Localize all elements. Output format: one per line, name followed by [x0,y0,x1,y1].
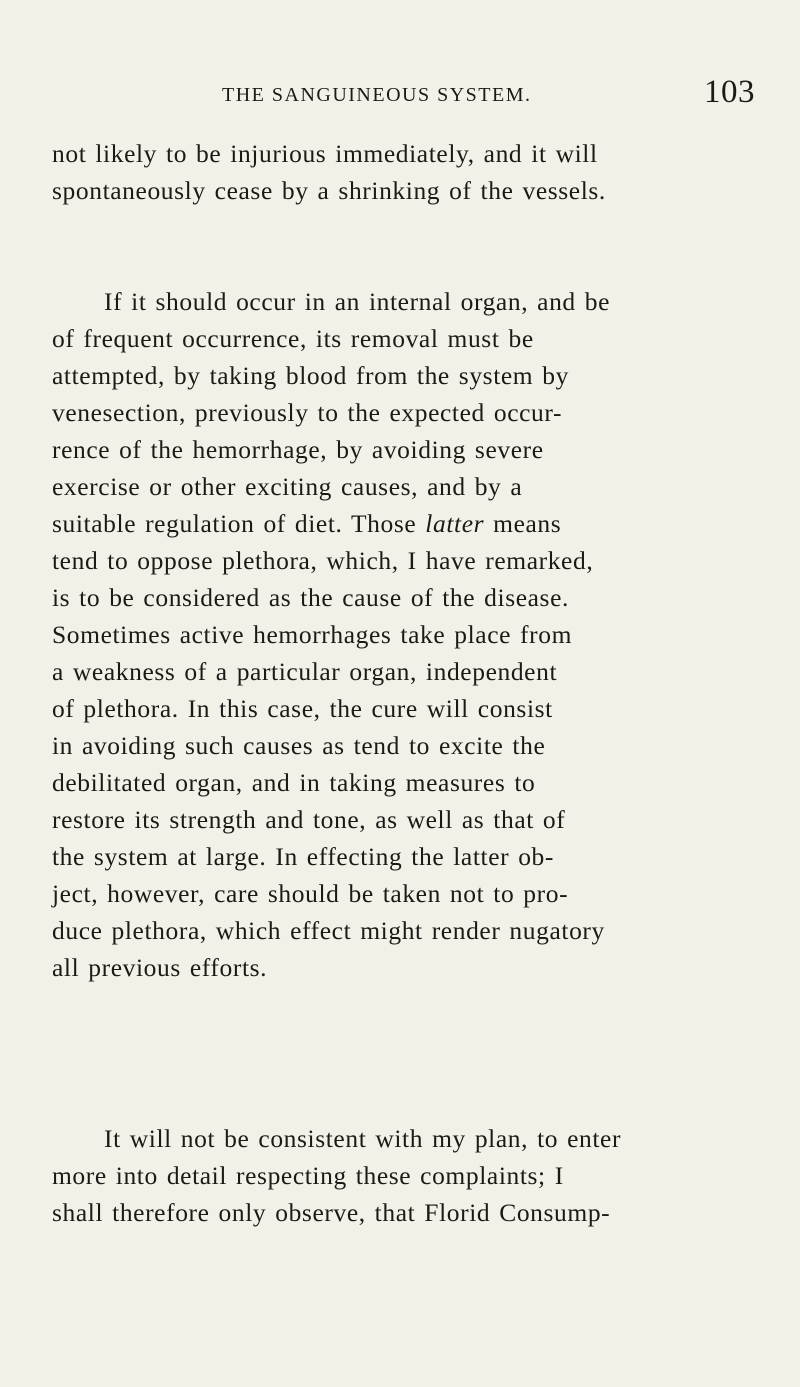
paragraph-3 [52,1120,797,1231]
text-line: attempted, by taking blood from the system by [52,361,569,390]
text-line: a weakness of a particular organ, independent [52,657,558,686]
text-line: exercise or other exciting causes, and by a [52,472,523,501]
text-line: tend to oppose plethora, which, I have remarked, [52,546,594,575]
page-number: 103 [704,74,755,110]
italic-word: latter [425,509,485,538]
text-line: venesection, previously to the expected occur- [52,398,563,427]
text-line: of plethora. In this case, the cure will consist [52,694,553,723]
text-line: not likely to be injurious immediately, and it will [52,139,598,168]
text-line: If it should occur in an internal organ, and be [104,287,611,316]
text-line: the system at large. In effecting the latter ob- [52,842,554,871]
text-line: of frequent occurrence, its removal must be [52,324,534,353]
text-line: rence of the hemorrhage, by avoiding severe [52,435,544,464]
text-line: Sometimes active hemorrhages take place from [52,620,573,649]
text-segment: suitable regulation of diet. Those [52,509,417,538]
text-segment: means [493,509,562,538]
text-line: restore its strength and tone, as well as that of [52,805,566,834]
text-line: more into detail respecting these complaints; I [52,1161,564,1190]
text-line: in avoiding such causes as tend to excite the [52,731,546,760]
paragraph-2 [52,283,797,986]
text-line: debilitated organ, and in taking measures to [52,768,536,797]
text-line: all previous efforts. [52,953,268,982]
text-line: It will not be consistent with my plan, to enter [104,1124,622,1153]
text-line: shall therefore only observe, that Florid Consump- [52,1198,611,1227]
running-head: THE SANGUINEOUS SYSTEM. [222,84,532,106]
paragraph-1 [52,135,797,209]
text-line: duce plethora, which effect might render nugatory [52,916,605,945]
text-line: is to be considered as the cause of the disease. [52,583,569,612]
text-line: spontaneously cease by a shrinking of the vessels. [52,176,606,205]
text-line: ject, however, care should be taken not to pro- [52,879,569,908]
text-line-with-italic [52,505,797,542]
